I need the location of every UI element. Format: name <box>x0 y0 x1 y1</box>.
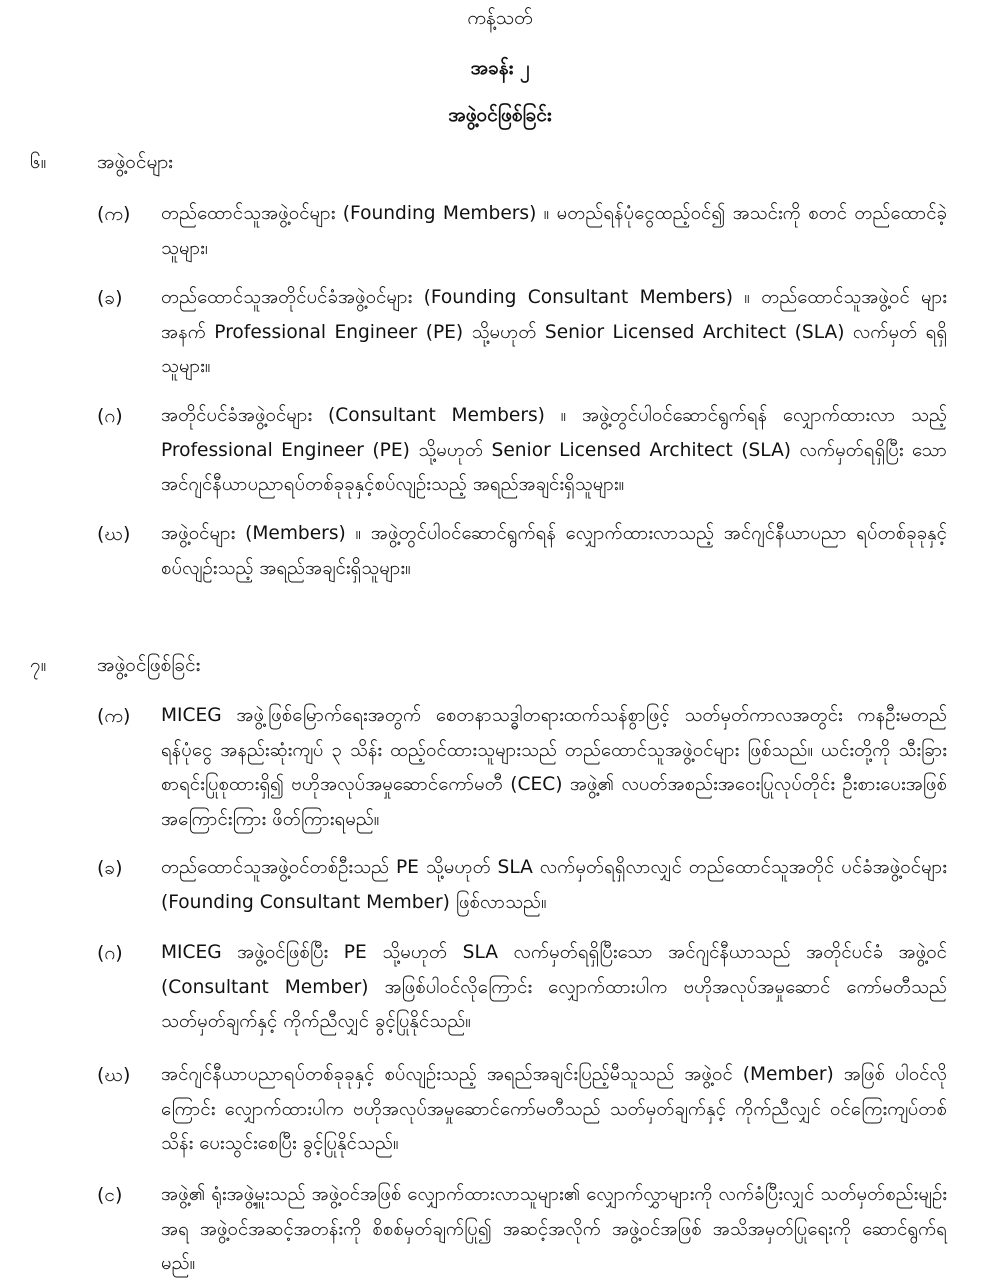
clause-marker: (င) <box>97 1184 123 1206</box>
clause-marker: (ဃ) <box>97 1064 131 1086</box>
clause <box>97 399 947 503</box>
clause-text: အဖွဲ့ဝင်များ (Members) ။ အဖွဲ့တွင်ပါဝင်ဆောင်ရွက်ရန် လျှောက်ထားလာသည့် အင်ဂျင်နီယာပညာ ရပ်တစ်ခုခုနှင့် စပ်လျဉ်းသည့် အရည်အချင်းရှိသူများ။ <box>161 523 947 579</box>
clause-marker: (က) <box>97 203 131 225</box>
clause <box>97 699 947 837</box>
clause-marker: (က) <box>97 705 131 727</box>
clause <box>97 1178 947 1282</box>
clause-text: အဖွဲ့၏ ရုံးအဖွဲ့မှူးသည် အဖွဲ့ဝင်အဖြစ် လျှောက်ထားလာသူများ၏ လျှောက်လွှာများကို လက်ခံပြီးလျှင် သတ်မှတ်စည်းမျဉ်းအရ အဖွဲ့ဝင်အဆင့်အတန်းကို စိစစ်မှတ်ချက်ပြု၍ အဆင့်အလိုက် အဖွဲ့ဝင်အဖြစ် အသိအမှတ်ပြုရေးကို ဆောင်ရွက်ရမည်။ <box>161 1184 947 1274</box>
clause-text: MICEG အဖွဲ့ဝင်ဖြစ်ပြီး PE သို့မဟုတ် SLA လက်မှတ်ရရှိပြီးသော အင်ဂျင်နီယာသည် အတိုင်ပင်ခံ အဖွဲ့ဝင် (Consultant Member) အဖြစ်ပါဝင်လိုကြောင်း လျှောက်ထားပါက ဗဟိုအလုပ်အမှုဆောင် ကော်မတီသည် သတ်မှတ်ချက်နှင့် ကိုက်ညီလျှင် ခွင့်ပြုနိုင်သည်။ <box>161 942 947 1032</box>
section-number: ၆။ <box>30 151 47 173</box>
clause-text: MICEG အဖွဲ့ဖြစ်မြောက်ရေးအတွက် စေတနာသဒ္ဓါတရားထက်သန်စွာဖြင့် သတ်မှတ်ကာလအတွင်း ကနဦးမတည်ရန်ပုံငွေ အနည်းဆုံးကျပ် ၃ သိန်း ထည့်ဝင်ထားသူများသည် တည်ထောင်သူအဖွဲ့ဝင်များ ဖြစ်သည်။ ယင်းတို့ကို သီးခြားစာရင်းပြုစုထားရှိ၍ ဗဟိုအလုပ်အမှုဆောင်ကော်မတီ (CEC) အဖွဲ့၏ လပတ်အစည်းအဝေးပြုလုပ်တိုင်း ဦးစားပေးအဖြစ် အကြောင်းကြား ဖိတ်ကြားရမည်။ <box>161 705 947 830</box>
clause-marker: (ဂ) <box>97 942 123 964</box>
clause-text: အတိုင်ပင်ခံအဖွဲ့ဝင်များ (Consultant Members) ။ အဖွဲ့တွင်ပါဝင်ဆောင်ရွက်ရန် လျှောက်ထားလာ သည့် Professional Engineer (PE) သို့မဟုတ် Senior Licensed Architect (SLA) လက်မှတ်ရရှိပြီး သော အင်ဂျင်နီယာပညာရပ်တစ်ခုခုနှင့်စပ်လျဉ်းသည့် အရည်အချင်းရှိသူများ။ <box>161 405 947 495</box>
chapter-number: အခန်း ၂ <box>470 57 530 79</box>
clause-text: တည်ထောင်သူအဖွဲ့ဝင်များ (Founding Members) ။ မတည်ရန်ပုံငွေထည့်ဝင်၍ အသင်းကို စတင် တည်ထောင်ခဲ့သူများ၊ <box>161 203 947 259</box>
clause <box>97 936 947 1040</box>
clause-marker: (ဂ) <box>97 405 123 427</box>
chapter-title: အဖွဲ့ဝင်ဖြစ်ခြင်း <box>448 104 552 126</box>
clause <box>97 851 947 920</box>
clause-text: တည်ထောင်သူအတိုင်ပင်ခံအဖွဲ့ဝင်များ (Founding Consultant Members) ။ တည်ထောင်သူအဖွဲ့ဝင် များအနက် Professional Engineer (PE) သို့မဟုတ် Senior Licensed Architect (SLA) လက်မှတ် ရရှိသူများ။ <box>161 287 947 377</box>
clause-text: အင်ဂျင်နီယာပညာရပ်တစ်ခုခုနှင့် စပ်လျဉ်းသည့် အရည်အချင်းပြည့်မီသူသည် အဖွဲ့ဝင် (Member) အဖြစ် ပါဝင်လိုကြောင်း လျှောက်ထားပါက ဗဟိုအလုပ်အမှုဆောင်ကော်မတီသည် သတ်မှတ်ချက်နှင့် ကိုက်ညီလျှင် ဝင်ကြေးကျပ်တစ်သိန်း ပေးသွင်းစေပြီး ခွင့်ပြုနိုင်သည်။ <box>161 1064 947 1154</box>
page-classification: ကန့်သတ် <box>467 7 533 29</box>
clause <box>97 197 947 266</box>
clause <box>97 1058 947 1162</box>
section-title: အဖွဲ့ဝင်များ <box>97 151 173 173</box>
clause <box>97 281 947 385</box>
clause-marker: (ခ) <box>97 287 123 309</box>
section-title: အဖွဲ့ဝင်ဖြစ်ခြင်း <box>97 654 201 676</box>
section-number: ၇။ <box>30 654 47 676</box>
clause <box>97 517 947 586</box>
clause-marker: (ဃ) <box>97 523 131 545</box>
clause-text: တည်ထောင်သူအဖွဲ့ဝင်တစ်ဦးသည် PE သို့မဟုတ် SLA လက်မှတ်ရရှိလာလျှင် တည်ထောင်သူအတိုင် ပင်ခံအဖွဲ့ဝင်များ (Founding Consultant Member) ဖြစ်လာသည်။ <box>161 857 947 913</box>
clause-marker: (ခ) <box>97 857 123 879</box>
